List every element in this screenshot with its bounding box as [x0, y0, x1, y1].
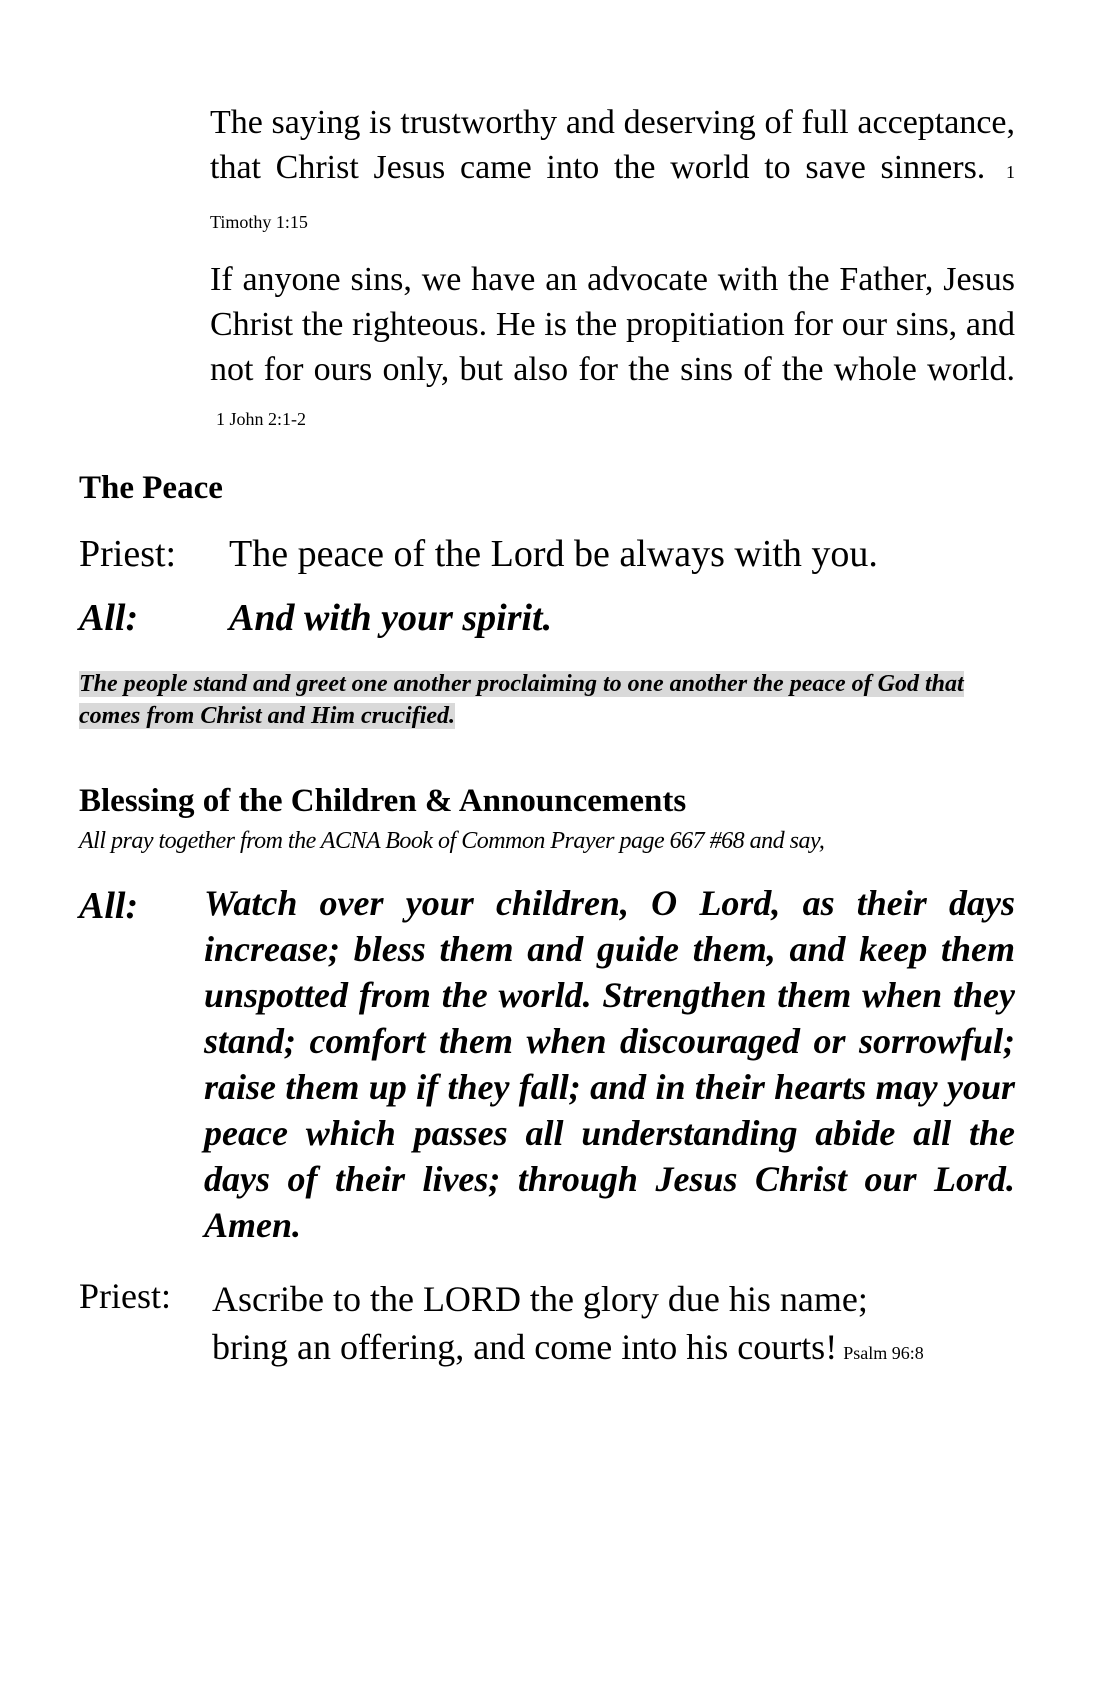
prayer-book-note: All pray together from the ACNA Book of Common Prayer page 667 #68 and say,	[79, 828, 825, 854]
peace-all-line	[79, 596, 552, 640]
scripture-passage-2	[210, 257, 1015, 442]
peace-priest-line	[79, 532, 878, 576]
rubric-instruction	[79, 668, 1014, 732]
closing-verse	[212, 1275, 1042, 1377]
scripture-text: If anyone sins, we have an advocate with the Father, Jesus Christ the righteous. He is the propitiation for our sins, and not for ours only, but also for the sins of the whole world.	[210, 261, 1015, 388]
section-heading-peace: The Peace	[79, 470, 223, 506]
scripture-passage-1	[210, 100, 1015, 245]
section-heading-blessing: Blessing of the Children & Announcements	[79, 783, 687, 819]
speaker-label: All:	[79, 597, 139, 639]
scripture-reference: Psalm 96:8	[843, 1343, 924, 1363]
speaker-label: Priest:	[79, 1276, 172, 1316]
children-blessing-prayer: Watch over your children, O Lord, as their days increase; bless them and guide them, and keep them unspotted from the world. Strengthen them when they stand; comfort them when discouraged or sorrowful; raise them up if they fall; and in their hearts may your peace which passes all understanding abide all the days of their lives; through Jesus Christ our Lord. Amen.	[204, 883, 1015, 1245]
spoken-text: And with your spirit.	[229, 597, 553, 639]
speaker-label: Priest:	[79, 533, 177, 575]
scripture-text: The saying is trustworthy and deserving of full acceptance, that Christ Jesus came into the world to save sinners.	[210, 104, 1015, 186]
scripture-reference: 1 John 2:1-2	[216, 409, 306, 429]
scripture-reference: 1 Timothy 1:15	[210, 162, 1016, 232]
closing-line: Ascribe to the LORD the glory due his name;	[212, 1279, 868, 1319]
speaker-label: All:	[79, 885, 139, 927]
highlighted-rubric-text: The people stand and greet one another proclaiming to one another the peace of God that comes from Christ and Him crucified.	[79, 671, 964, 729]
closing-line: bring an offering, and come into his courts! Psalm 96:8	[212, 1327, 924, 1367]
spoken-text: The peace of the Lord be always with you.	[229, 533, 878, 575]
